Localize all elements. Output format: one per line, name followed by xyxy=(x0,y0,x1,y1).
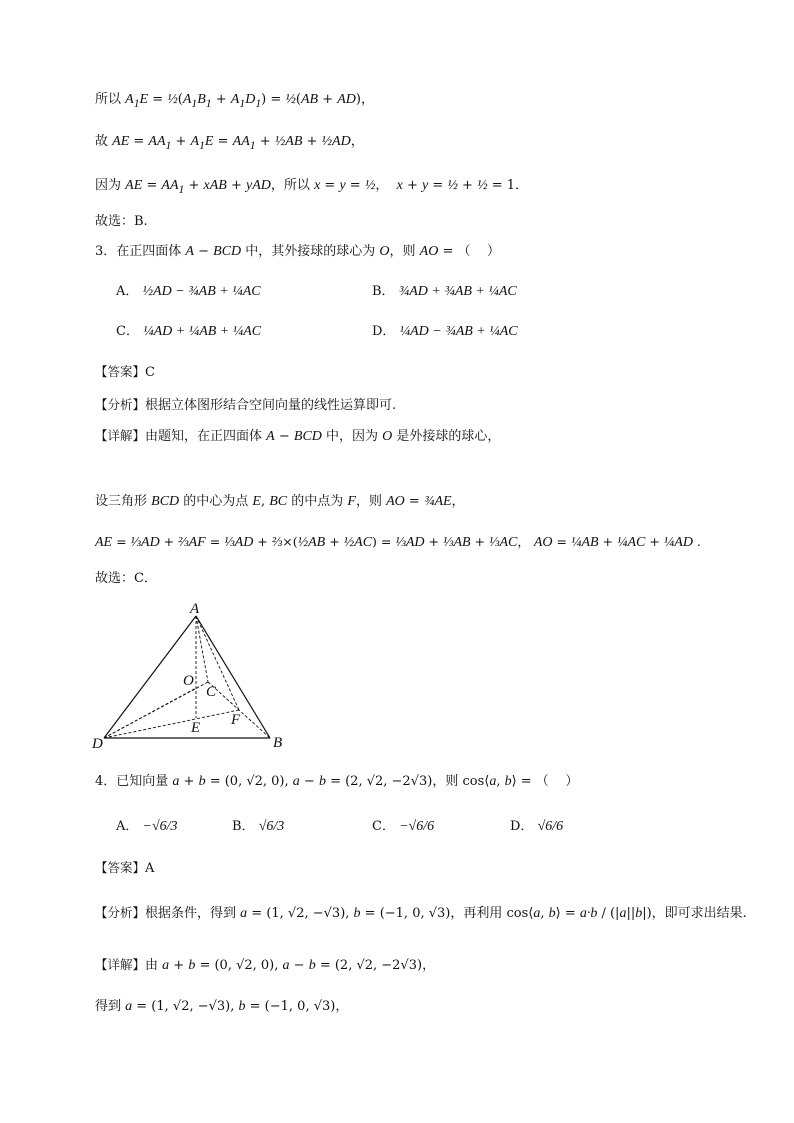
q3-option-a: A． ½AD − ¾AB + ¼AC xyxy=(116,284,261,299)
line-3: 因为 AE = $AA_1$ + xAB + yAD，所以 x = y = ½， x + y = ½ + ½ = 1． xyxy=(95,178,528,196)
segment-do xyxy=(104,688,196,738)
segment-df xyxy=(104,710,239,738)
line-5: 设三角形 BCD 的中心为点 E, BC 的中点为 F，则 AO = ¾AE， xyxy=(95,494,465,509)
line-7: 故选：C． xyxy=(95,571,157,586)
label-o: O xyxy=(183,673,194,689)
analysis-4: 【分析】根据条件，得到 a = (1, √2, −√3), b = (−1, 0, √3)，再利用 cos⟨a, b⟩ = a·b / (|a||b|)，即可求出结果. xyxy=(95,905,747,921)
segment-af xyxy=(196,616,239,710)
q3-option-d: D． ¼AD − ¾AB + ¼AC xyxy=(372,324,518,339)
q4-option-c: C． −√6/6 xyxy=(372,819,435,834)
answer-3: 【答案】C xyxy=(95,364,155,380)
q4-option-a: A． −√6/3 xyxy=(116,819,178,834)
label-a: A xyxy=(190,601,200,617)
analysis-3: 【分析】根据立体图形结合空间向量的线性运算即可. xyxy=(95,397,397,413)
q4-option-d: D． √6/6 xyxy=(510,819,564,834)
answer-4: 【答案】A xyxy=(95,860,155,876)
line-2: 故 AE = $AA_1 + A_1E = AA_1$ + ½AB + ½AD， xyxy=(95,134,364,152)
label-e: E xyxy=(191,720,201,736)
label-f: F xyxy=(231,712,241,728)
detail-3: 【详解】由题知，在正四面体 A − BCD 中，因为 O 是外接球的球心， xyxy=(95,428,501,444)
tetrahedron-figure xyxy=(90,600,300,750)
line-1: 所以 $A_1E$ = $\frac{1}{2}(A_1B_1 + A_1D_1)$ = ½(AB + AD)， xyxy=(95,92,374,110)
label-d: D xyxy=(92,736,103,750)
label-b: B xyxy=(273,735,283,750)
line-8: 得到 a = (1, √2, −√3), b = (−1, 0, √3)， xyxy=(95,999,349,1014)
q4-option-b: B． √6/3 xyxy=(232,819,285,834)
detail-4: 【详解】由 a + b = (0, √2, 0), a − b = (2, √2, −2√3)， xyxy=(95,957,436,973)
line-4: 故选：B. xyxy=(95,214,148,229)
q3-option-c: C． ¼AD + ¼AB + ¼AC xyxy=(116,324,262,339)
q3-option-b: B． ¾AD + ¾AB + ¼AC xyxy=(372,284,517,299)
line-6: AE = ⅓AD + ⅔AF = ⅓AD + ⅔×(½AB + ½AC) = ⅓AD + ⅓AB + ⅓AC， AO = ¼AB + ¼AC + ¼AD . xyxy=(95,534,701,550)
question-4: 4．已知向量 a + b = (0, √2, 0), a − b = (2, √2, −2√3)，则 cos⟨a, b⟩ = （ ） xyxy=(95,774,579,789)
label-c: C xyxy=(206,684,217,700)
question-3: 3．在正四面体 A − BCD 中，其外接球的球心为 O，则 AO = （ ） xyxy=(95,244,501,259)
